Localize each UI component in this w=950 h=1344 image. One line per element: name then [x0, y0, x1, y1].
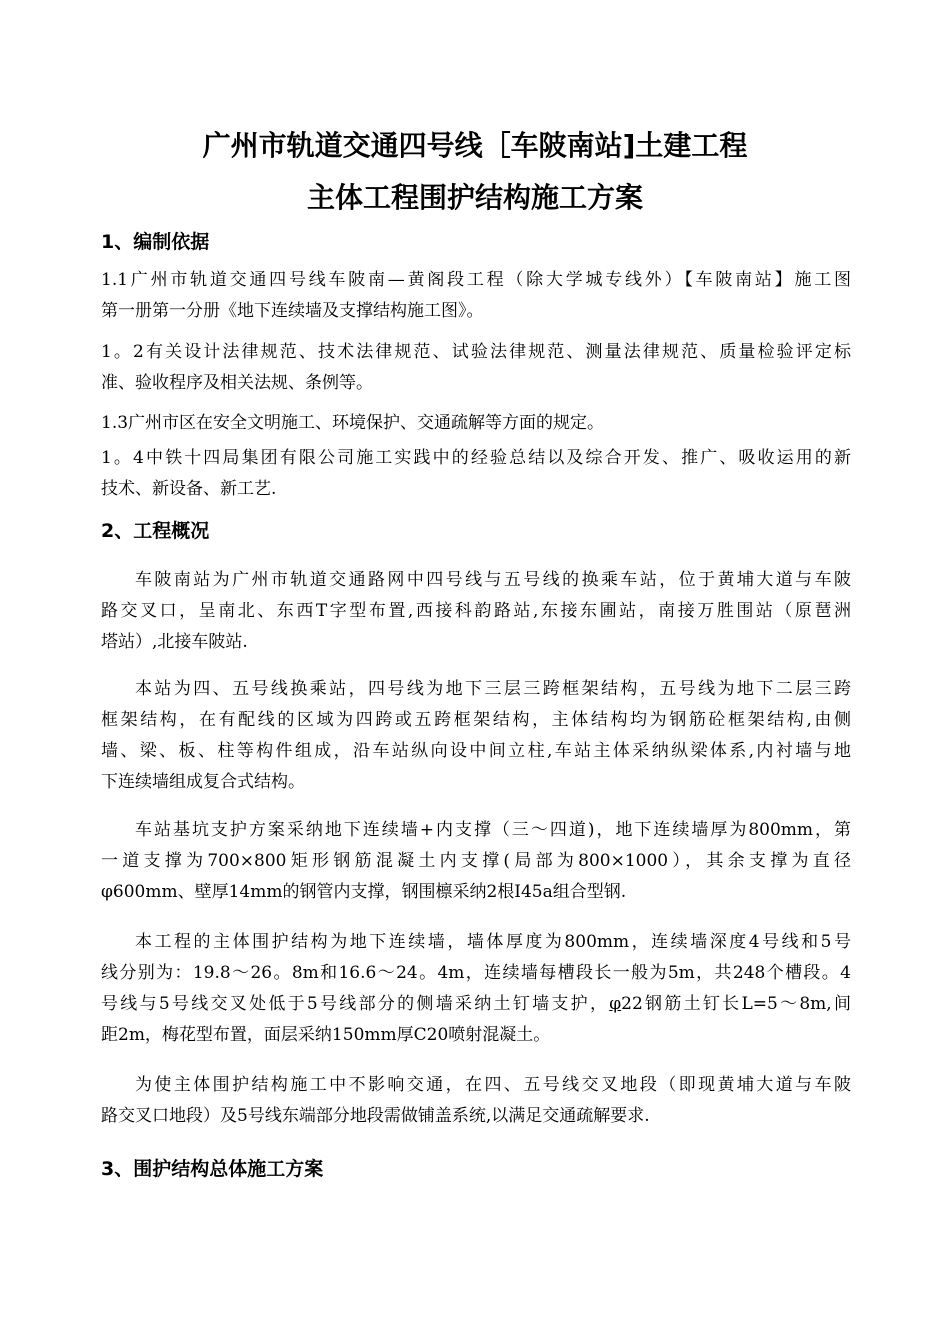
text-line: 1。4中铁十四局集团有限公司施工实践中的经验总结以及综合开发、推广、吸收运用的新: [101, 448, 851, 468]
text-line: 下连续墙组成复合式结构。: [101, 772, 305, 792]
text-line: 距2m，梅花型布置，面层采纳150mm厚C20喷射混凝土。: [101, 1025, 551, 1045]
text-line: 技术、新设备、新工艺.: [101, 479, 277, 499]
text-line: 本工程的主体围护结构为地下连续墙，墙体厚度为800mm，连续墙深度4号线和5号: [135, 932, 851, 952]
section1-item-1: [101, 265, 851, 327]
text-line: 线分别为：19.8～26。8m和16.6～24。4m，连续墙每槽段长一般为5m，共248个槽段。4: [101, 963, 851, 983]
document-subtitle: 主体工程围护结构施工方案: [306, 181, 643, 214]
section2-paragraph-5: [101, 1070, 851, 1132]
text-line: 本站为四、五号线换乘站，四号线为地下三层三跨框架结构，五号线为地下二层三跨: [135, 679, 851, 699]
section1-item-3: [101, 408, 851, 439]
text-line: 准、验收程序及相关法规、条例等。: [101, 373, 373, 393]
section1-item-4: [101, 443, 851, 505]
text-line: 第一册第一分册《地下连续墙及支撑结构施工图》。: [101, 301, 484, 321]
text-line: 1.1广州市轨道交通四号线车陂南—黄阁段工程（除大学城专线外）【车陂南站】施工图: [101, 270, 851, 290]
document-title: 广州市轨道交通四号线［车陂南站]土建工程: [202, 129, 748, 162]
text-segment: 号线与5号线交叉处低于5号线部分的侧墙采纳土钉墙支护，: [101, 994, 610, 1014]
text-line: 路交叉口地段）及5号线东端部分地段需做铺盖系统,以满足交通疏解要求.: [101, 1106, 650, 1126]
text-line: 车陂南站为广州市轨道交通路网中四号线与五号线的换乘车站，位于黄埔大道与车陂: [135, 570, 851, 590]
section1-item-2: [101, 337, 851, 399]
section-heading-3: 3、围护结构总体施工方案: [101, 1158, 324, 1180]
text-segment: 22钢筋土钉长L=5～8m,间: [621, 994, 851, 1014]
text-line: 框架结构，在有配线的区域为四跨或五跨框架结构，主体结构均为钢筋砼框架结构,由侧: [101, 710, 851, 730]
section-heading-1: 1、编制依据: [101, 231, 210, 253]
text-line: 路交叉口，呈南北、东西T字型布置,西接科韵路站,东接东圃站，南接万胜围站（原琶洲: [101, 601, 851, 621]
text-line: 一道支撑为700×800矩形钢筋混凝土内支撑(局部为800×1000），其余支撑为直径: [101, 851, 851, 871]
text-line: 车站基坑支护方案采纳地下连续墙+内支撑（三～四道)，地下连续墙厚为800mm，第: [135, 820, 851, 840]
text-line: 1.3广州市区在安全文明施工、环境保护、交通疏解等方面的规定。: [101, 413, 605, 433]
text-line: 为使主体围护结构施工中不影响交通，在四、五号线交叉地段（即现黄埔大道与车陂: [135, 1075, 851, 1095]
section2-paragraph-3: [101, 815, 851, 908]
text-line: φ600mm、壁厚14mm的钢管内支撑，钢围檩采纳2根I45a组合型钢.: [101, 882, 627, 902]
text-line: 墙、梁、板、柱等构件组成，沿车站纵向设中间立柱,车站主体采纳纵梁体系,内衬墙与地: [101, 741, 851, 761]
section2-paragraph-2: [101, 674, 851, 798]
underlined-symbol: φ: [609, 994, 622, 1014]
section2-paragraph-4: [101, 927, 851, 1051]
text-line: 塔站）,北接车陂站.: [101, 632, 248, 652]
text-line: 1。2有关设计法律规范、技术法律规范、试验法律规范、测量法律规范、质量检验评定标: [101, 342, 851, 362]
section2-paragraph-1: [101, 565, 851, 658]
text-line: [101, 989, 851, 1020]
section-heading-2: 2、工程概况: [101, 520, 210, 542]
